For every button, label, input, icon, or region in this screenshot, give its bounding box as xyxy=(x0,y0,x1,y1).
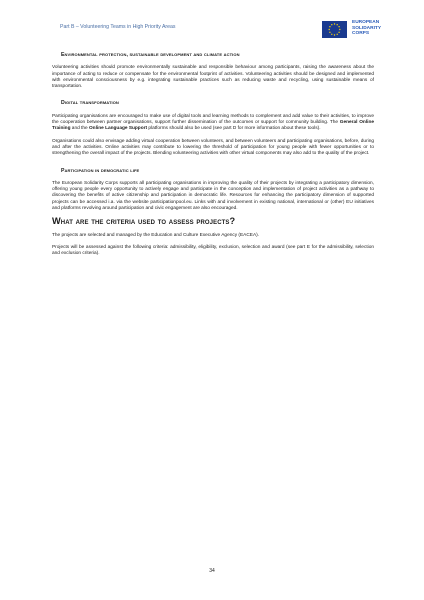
text-run: platforms should also be used (see part D for more information about these tools). xyxy=(147,126,321,132)
paragraph-criteria-2: Projects will be assessed against the following criteria: admissibility, eligibility, exclusion, selection and award (see part E for the admissibility, selection and exclusion criteria). xyxy=(52,244,374,257)
page-number: 34 xyxy=(209,568,215,574)
section-heading-digital: Digital transformation xyxy=(61,100,119,107)
logo-text xyxy=(352,20,381,37)
paragraph-digital-1 xyxy=(52,114,374,133)
logo-line-1: EUROPEAN xyxy=(352,20,380,25)
paragraph-environment: Volunteering activities should promote environmentally sustainable and responsible behaviour among participants, raising the awareness about the importance of acting to reduce or compensate for the environmental footprint of activities. Volunteering activities should be designed and implemented with environmental consciousness by e.g. integrating sustainable practices such as reducing waste and recycling, using sustainable means of transportation. xyxy=(52,65,374,90)
section-heading-criteria: What are the criteria used to assess projects? xyxy=(52,216,236,227)
paragraph-democratic: The European Solidarity Corps supports all participating organisations in improving the quality of their projects by integrating a participatory dimension, offering young people every opportunity to actively engage and participate in the conception and implementation of project activities as a pathway to discovering the benefits of active citizenship and participation in democratic life. Resources for enhancing the participatory dimension of supported projects can be accessed i.a. via the website participationpool.eu. Links with and involvement in existing national, international or (other) EU initiatives and platforms revolving around participation and civic engagement are also encouraged. xyxy=(52,180,374,212)
logo-line-2: SOLIDARITY xyxy=(352,25,382,31)
esc-logo xyxy=(322,19,400,41)
paragraph-criteria-1: The projects are selected and managed by the Education and Culture Executive Agency (EACEA). xyxy=(52,232,260,238)
page-header xyxy=(60,19,400,41)
logo-line-3: CORPS xyxy=(352,31,370,37)
text-run: Participating organisations are encouraged to make use of digital tools and learning methods to complement and add value to their activities, to improve the cooperation between partner organisations, support further dissemination of the outcomes or support for community building. The xyxy=(52,113,374,126)
header-title: Part B – Volunteering Teams in High Priority Areas xyxy=(60,24,176,30)
page-body xyxy=(52,52,374,264)
online-language-support-term: Online Language Support xyxy=(88,126,148,132)
section-heading-democratic: Participation in democratic life xyxy=(61,167,140,174)
general-online-training-term: General Online Training xyxy=(52,120,374,132)
eu-flag-icon xyxy=(322,21,347,38)
text-run: and the xyxy=(70,126,89,132)
paragraph-digital-2: Organisations could also envisage adding virtual cooperation between volunteers, and between volunteers and participating organisations, before, during and after the activities. Online activities may contribute to lowering the threshold of participation for young people with fewer opportunities or to strengthening the overall impact of the projects. Blending volunteering activities with other virtual components may also add to the quality of the project. xyxy=(52,138,374,157)
section-heading-environment: Environmental protection, sustainable development and climate action xyxy=(61,52,240,58)
